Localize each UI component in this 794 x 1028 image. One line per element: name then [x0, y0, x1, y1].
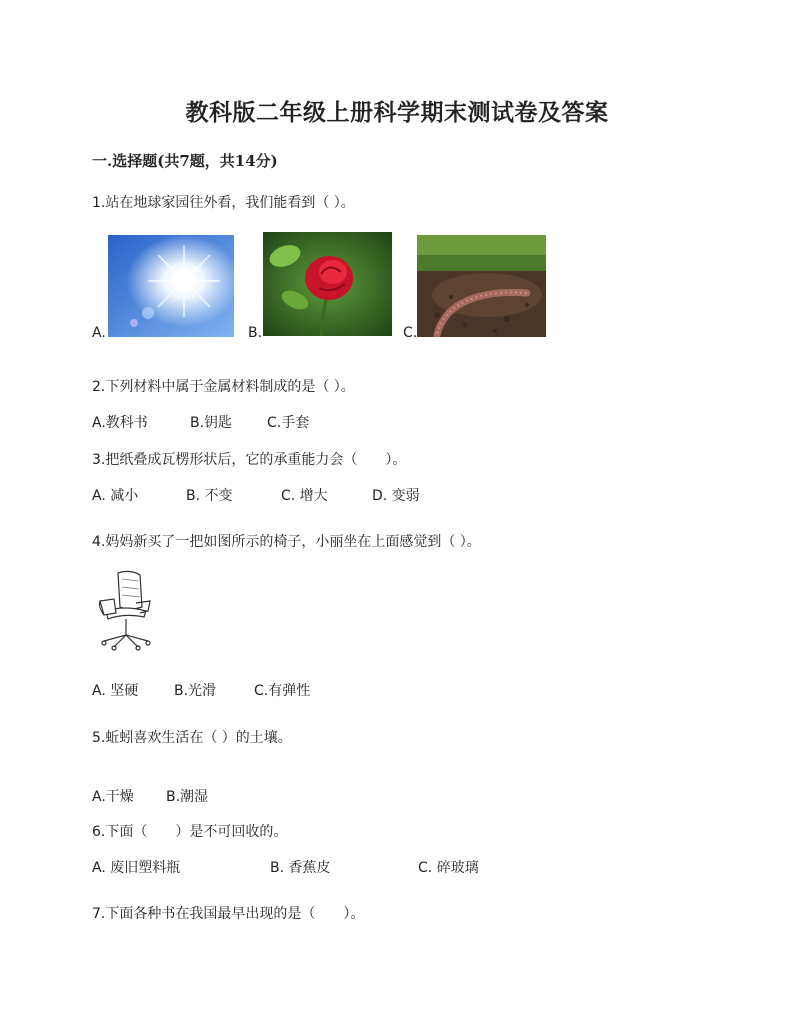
- q2-option-c: C.手套: [267, 415, 310, 431]
- q5-option-b: B.潮湿: [166, 789, 209, 805]
- q6-option-b: B. 香蕉皮: [270, 860, 331, 876]
- sun-image: [108, 235, 234, 337]
- q4-option-a: A. 坚硬: [92, 683, 139, 699]
- q6-option-a: A. 废旧塑料瓶: [92, 860, 181, 876]
- q2-option-a: A.教科书: [92, 415, 148, 431]
- q4-option-b: B.光滑: [174, 683, 217, 699]
- section-heading: 一.选择题(共7题，共14分): [92, 152, 278, 170]
- q1-option-b-label: B.: [248, 325, 263, 341]
- page-title: 教科版二年级上册科学期末测试卷及答案: [185, 99, 609, 126]
- question-2: 2.下列材料中属于金属材料制成的是（ ）。: [92, 379, 355, 395]
- rose-image: [263, 232, 392, 336]
- q2-option-b: B.钥匙: [190, 415, 233, 431]
- question-1: 1.站在地球家园往外看，我们能看到（ ）。: [92, 195, 355, 211]
- q5-option-a: A.干燥: [92, 789, 134, 805]
- question-5: 5.蚯蚓喜欢生活在（ ）的土壤。: [92, 730, 292, 746]
- question-7: 7.下面各种书在我国最早出现的是（ ）。: [92, 906, 365, 922]
- q6-option-c: C. 碎玻璃: [418, 860, 479, 876]
- question-3: 3.把纸叠成瓦楞形状后，它的承重能力会（ ）。: [92, 452, 407, 468]
- question-6: 6.下面（ ）是不可回收的。: [92, 824, 288, 840]
- q3-option-b: B. 不变: [186, 488, 233, 504]
- q4-option-c: C.有弹性: [254, 683, 311, 699]
- question-4: 4.妈妈新买了一把如图所示的椅子，小丽坐在上面感觉到（ ）。: [92, 534, 481, 550]
- q3-option-c: C. 增大: [281, 488, 328, 504]
- q1-option-a-label: A.: [92, 325, 106, 341]
- earthworm-image: [417, 235, 546, 337]
- q3-option-a: A. 减小: [92, 488, 139, 504]
- q3-option-d: D. 变弱: [372, 488, 420, 504]
- office-chair-image: [96, 567, 156, 651]
- q1-option-c-label: C.: [403, 325, 418, 341]
